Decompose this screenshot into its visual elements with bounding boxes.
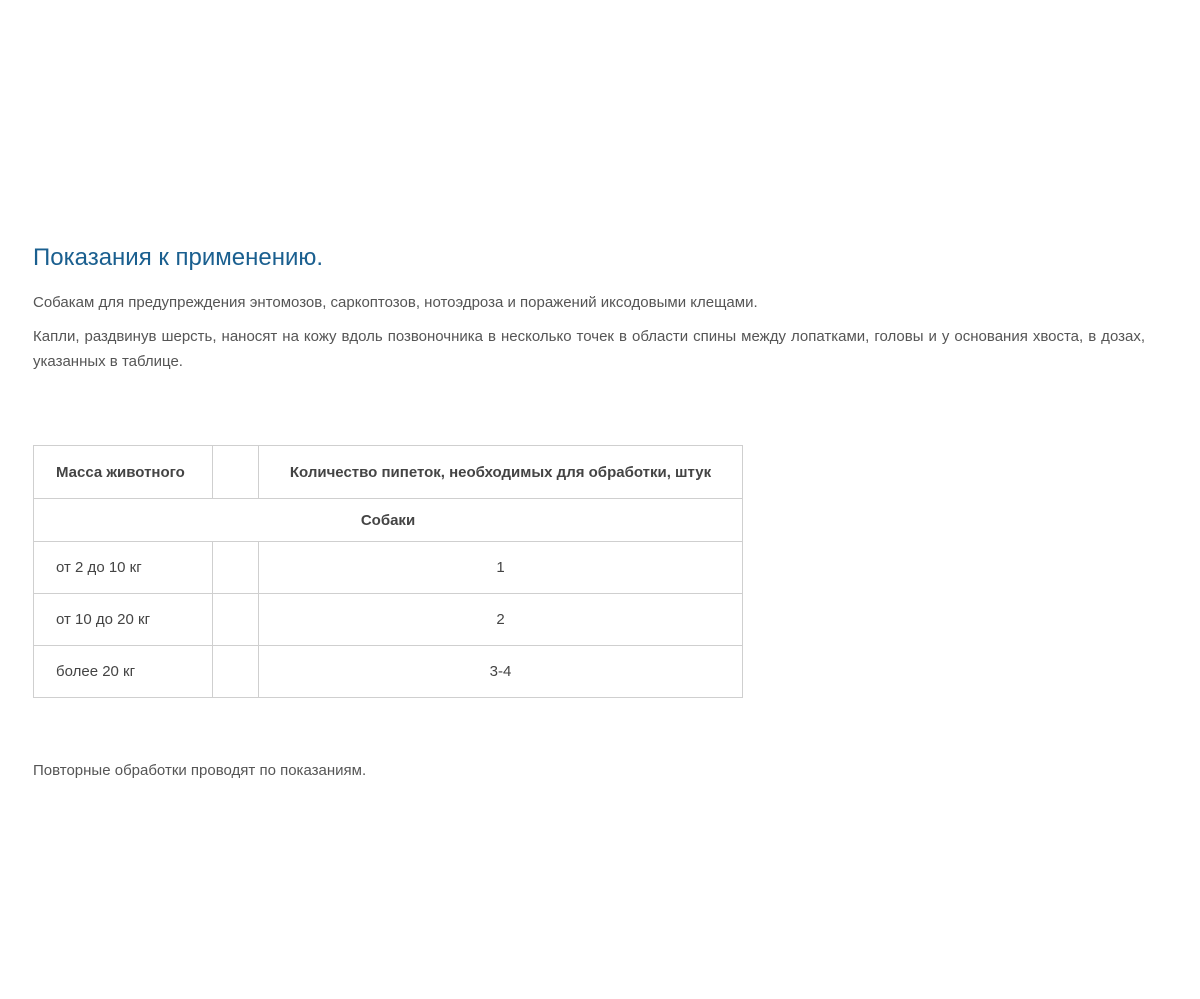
section-title: Показания к применению. bbox=[33, 244, 324, 271]
table-row bbox=[34, 594, 743, 646]
table-group-row bbox=[34, 499, 743, 542]
row-mass: от 2 до 10 кг bbox=[34, 542, 213, 594]
header-count: Количество пипеток, необходимых для обработки, штук bbox=[259, 446, 743, 499]
row-mass: более 20 кг bbox=[34, 646, 213, 698]
application-paragraph: Капли, раздвинув шерсть, наносят на кожу вдоль позвоночника в несколько точек в области спины между лопатками, головы и у основания хвоста, в дозах, указанных в таблице. bbox=[33, 328, 1145, 370]
row-empty bbox=[213, 646, 259, 698]
header-empty bbox=[213, 446, 259, 499]
row-count: 2 bbox=[259, 594, 743, 646]
table-row bbox=[34, 646, 743, 698]
table-row bbox=[34, 542, 743, 594]
header-mass: Масса животного bbox=[34, 446, 213, 499]
table-header-row bbox=[34, 446, 743, 499]
article-content bbox=[33, 240, 1145, 798]
row-empty bbox=[213, 542, 259, 594]
dosage-table bbox=[33, 445, 743, 698]
row-mass: от 10 до 20 кг bbox=[34, 594, 213, 646]
row-count: 1 bbox=[259, 542, 743, 594]
row-empty bbox=[213, 594, 259, 646]
group-label: Собаки bbox=[34, 499, 743, 542]
indication-paragraph: Собакам для предупреждения энтомозов, саркоптозов, нотоэдроза и поражений иксодовыми клещами. bbox=[33, 294, 758, 311]
repeat-treatment-note: Повторные обработки проводят по показаниям. bbox=[33, 762, 367, 779]
row-count: 3-4 bbox=[259, 646, 743, 698]
